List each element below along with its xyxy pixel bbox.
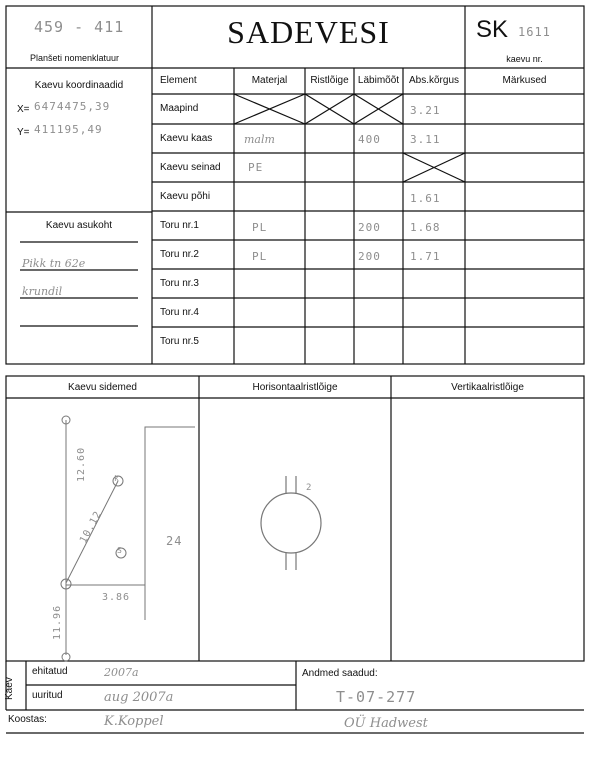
row-abs: 3.21: [410, 104, 441, 117]
section-vertical-heading: Vertikaalristlõige: [451, 382, 524, 393]
data-source-label: Andmed saadud:: [302, 668, 378, 679]
dim-bottom-label: 3.86: [102, 592, 131, 603]
building-outline: [145, 427, 195, 620]
dim-left-label: 11.96: [52, 604, 63, 640]
row-abs: 1.61: [410, 192, 441, 205]
y-value: 411195,49: [34, 123, 103, 136]
built-label: ehitatud: [32, 666, 68, 677]
row-element: Toru nr.2: [160, 249, 199, 260]
page-title: SADEVESI: [227, 14, 390, 50]
cross-section-label: 2: [306, 483, 313, 493]
data-source-value: T-07-277: [336, 688, 417, 706]
location-heading: Kaevu asukoht: [45, 220, 113, 231]
company-name: OÜ Hadwest: [344, 716, 428, 731]
col-header-cross: Ristlõige: [310, 75, 349, 86]
point-upper-label: k: [114, 474, 120, 483]
col-header-material: Materjal: [251, 75, 288, 86]
row-element: Toru nr.5: [160, 336, 199, 347]
row-element: Kaevu seinad: [160, 162, 221, 173]
coordinates-heading: Kaevu koordinaadid: [34, 80, 124, 91]
surveyed-label: uuritud: [32, 690, 63, 701]
col-header-notes: Märkused: [502, 75, 547, 86]
col-header-abs: Abs.kõrgus: [408, 75, 460, 86]
row-element: Toru nr.3: [160, 278, 199, 289]
row-diameter: 200: [358, 221, 381, 234]
plansheet-number: 459 - 411: [34, 18, 125, 36]
row-element: Kaevu kaas: [160, 133, 213, 144]
point-mid-label: S: [117, 546, 123, 555]
row-element: Toru nr.4: [160, 307, 199, 318]
location-line2: krundil: [22, 285, 63, 298]
x-value: 6474475,39: [34, 100, 111, 113]
plansheet-label: Planšeti nomenklatuur: [30, 53, 120, 63]
row-diameter: 200: [358, 250, 381, 263]
row-material: PL: [252, 221, 268, 234]
row-diameter: 400: [358, 133, 381, 146]
row-material: malm: [244, 133, 275, 146]
row-abs: 1.71: [410, 250, 441, 263]
surveyed-value: aug 2007a: [104, 690, 174, 705]
row-abs: 3.11: [410, 133, 441, 146]
dim-diag-label: 10.12: [78, 509, 105, 546]
kaev-label: Kaev: [4, 677, 15, 700]
dim-building-label: 24: [166, 534, 183, 548]
sk-number: 1611: [518, 25, 551, 39]
well-circle: [261, 493, 321, 553]
well-number-label: kaevu nr.: [506, 54, 543, 64]
col-header-diameter: Läbimõõt: [357, 75, 400, 86]
row-element: Toru nr.1: [160, 220, 199, 231]
location-line1: Pikk tn 62e: [22, 257, 86, 270]
compiled-name: K.Koppel: [104, 714, 164, 729]
section-ties-heading: Kaevu sidemed: [68, 382, 137, 393]
row-element: Maapind: [160, 103, 199, 114]
section-horizontal-heading: Horisontaalristlõige: [252, 382, 338, 393]
row-abs: 1.68: [410, 221, 441, 234]
y-label: Y=: [17, 127, 30, 138]
dim-top-label: 12.60: [76, 446, 87, 482]
col-header-element: Element: [160, 75, 197, 86]
sk-prefix: SK: [476, 16, 509, 43]
built-value: 2007a: [104, 666, 139, 679]
row-element: Kaevu põhi: [160, 191, 211, 202]
x-label: X=: [17, 104, 30, 115]
compiled-label: Koostas:: [8, 714, 47, 725]
row-material: PL: [252, 250, 268, 263]
row-material: PE: [248, 161, 264, 174]
